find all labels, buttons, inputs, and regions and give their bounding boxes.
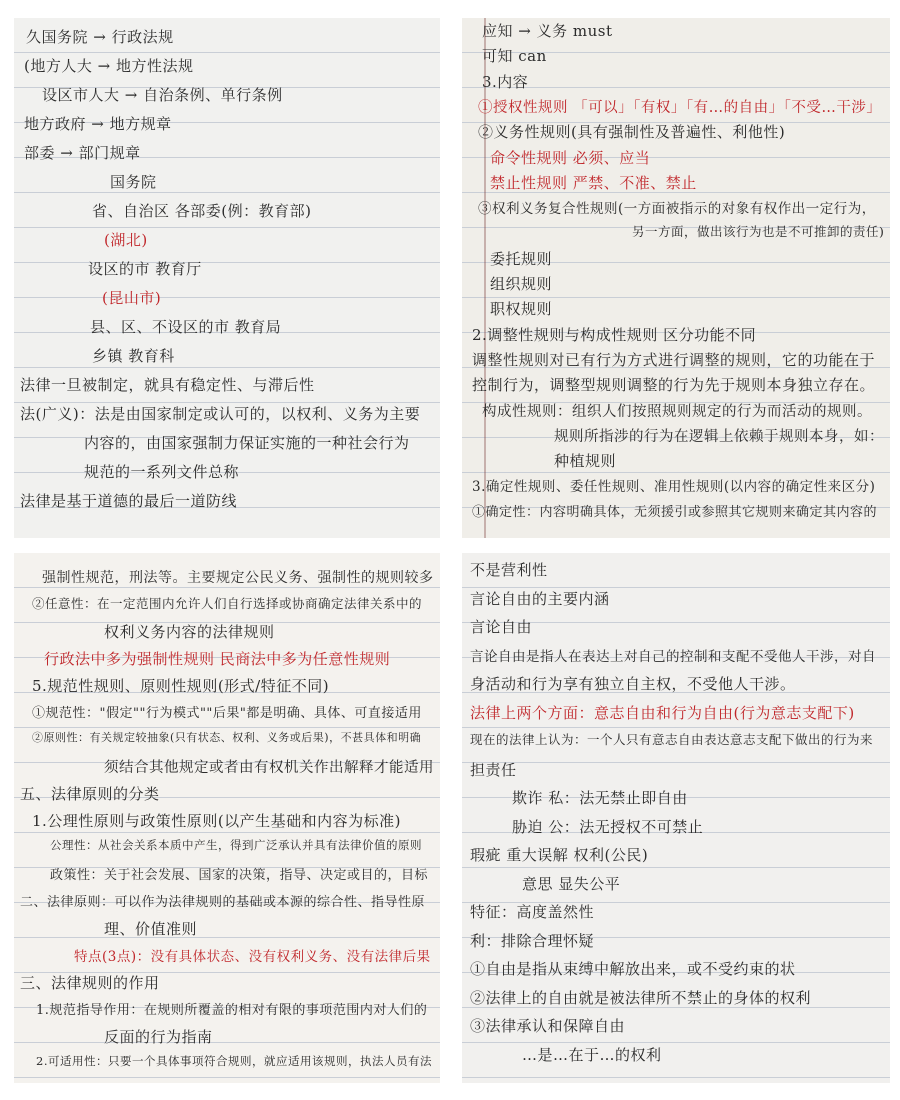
handwritten-line: 3.确定性规则、委任性规则、准用性规则(以内容的确定性来区分) xyxy=(472,479,876,496)
handwritten-line: 现在的法律上认为：一个人只有意志自由表达意志支配下做出的行为来 xyxy=(470,732,874,747)
handwritten-line: 法律一旦被制定，就具有稳定性、与滞后性 xyxy=(20,376,315,394)
handwritten-line: ①确定性：内容明确具体，无须援引或参照其它规则来确定其内容的 xyxy=(472,504,878,520)
notebook-page-bottom-left xyxy=(14,553,440,1083)
handwritten-line: 国务院 xyxy=(110,173,157,191)
handwritten-line: 规则所指涉的行为在逻辑上依赖于规则本身，如： xyxy=(554,428,884,445)
handwritten-line: 言论自由是指人在表达上对自己的控制和支配不受他人干涉，对自 xyxy=(470,648,876,665)
handwritten-line: 乡镇 教育科 xyxy=(92,347,175,365)
handwritten-line: 1.公理性原则与政策性原则(以产生基础和内容为标准) xyxy=(32,812,402,830)
handwritten-line: 2.调整性规则与构成性规则 区分功能不同 xyxy=(472,325,757,344)
handwritten-line: 公理性：从社会关系本质中产生，得到广泛承认并具有法律价值的原则 xyxy=(50,838,422,852)
handwritten-line: 意思 显失公平 xyxy=(522,874,621,893)
handwritten-line: 法(广义)：法是由国家制定或认可的，以权利、义务为主要 xyxy=(20,405,421,423)
handwritten-line: 另一方面，做出该行为也是不可推卸的责任) xyxy=(632,224,885,240)
handwritten-line: 言论自由的主要内涵 xyxy=(470,589,610,608)
handwritten-line: ②原则性：有关规定较抽象(只有状态、权利、义务或后果)，不甚具体和明确 xyxy=(32,731,422,744)
handwritten-line: 瑕疵 重大误解 权利(公民) xyxy=(470,846,649,864)
notebook-page-top-right xyxy=(462,18,890,538)
handwritten-line: ①规范性："假定""行为模式""后果"都是明确、具体、可直接适用 xyxy=(32,706,422,721)
handwritten-line: 特征：高度盖然性 xyxy=(470,903,595,921)
handwritten-line: 规范的一系列文件总称 xyxy=(84,463,240,481)
handwritten-line: 委托规则 xyxy=(490,249,553,268)
handwritten-line: 5.规范性规则、原则性规则(形式/特征不同) xyxy=(32,677,330,695)
handwritten-line: 应知 → 义务 must xyxy=(482,22,613,40)
handwritten-line: 须结合其他规定或者由有权机关作出解释才能适用 xyxy=(104,760,434,776)
handwritten-line: 地方政府 → 地方规章 xyxy=(24,115,172,133)
handwritten-line: (昆山市) xyxy=(102,289,162,307)
handwritten-line: 构成性规则：组织人们按照规则规定的行为而活动的规则。 xyxy=(482,403,872,420)
handwritten-line: ①自由是指从束缚中解放出来，或不受约束的状 xyxy=(470,960,796,978)
handwritten-line: 禁止性规则 严禁、不准、禁止 xyxy=(490,173,697,192)
handwritten-line: 2.可适用性：只要一个具体事项符合规则，就应适用该规则，执法人员有法 xyxy=(36,1054,432,1068)
handwritten-line: 欺诈 私：法无禁止即自由 xyxy=(512,789,688,807)
handwritten-line: 特点(3点)：没有具体状态、没有权利义务、没有法律后果 xyxy=(74,949,431,965)
handwritten-line: ②任意性：在一定范围内允许人们自行选择或协商确定法律关系中的 xyxy=(32,596,423,611)
handwritten-line: 权利义务内容的法律规则 xyxy=(104,623,275,641)
notebook-page-top-left xyxy=(14,18,440,538)
handwritten-line: 县、区、不设区的市 教育局 xyxy=(90,318,282,336)
handwritten-line: ③法律承认和保障自由 xyxy=(470,1017,626,1035)
handwritten-line: 理、价值准则 xyxy=(104,920,198,938)
handwritten-line: ②法律上的自由就是被法律所不禁止的身体的权利 xyxy=(470,988,812,1007)
handwritten-line: 可知 can xyxy=(482,47,547,66)
handwritten-line: 省、自治区 各部委(例：教育部) xyxy=(92,202,312,220)
handwritten-line: 三、法律规则的作用 xyxy=(20,974,160,992)
handwritten-line: 部委 → 部门规章 xyxy=(24,144,141,162)
handwritten-line: 政策性：关于社会发展、国家的决策，指导、决定或目的，目标 xyxy=(50,868,429,883)
handwritten-line: 1.规范指导作用：在规则所覆盖的相对有限的事项范围内对人们的 xyxy=(36,1003,428,1018)
handwritten-line: 内容的，由国家强制力保证实施的一种社会行为 xyxy=(84,434,410,452)
handwritten-line: 不是营利性 xyxy=(470,561,548,579)
handwritten-line: 五、法律原则的分类 xyxy=(20,785,160,803)
handwritten-line: 行政法中多为强制性规则 民商法中多为任意性规则 xyxy=(44,650,391,668)
handwritten-line: ③权利义务复合性规则(一方面被指示的对象有权作出一定行为， xyxy=(478,201,876,218)
handwritten-line: 担责任 xyxy=(470,760,517,779)
handwritten-line: 组织规则 xyxy=(490,275,553,293)
handwritten-line: ②义务性规则(具有强制性及普遍性、利他性) xyxy=(478,123,786,142)
handwritten-line: 胁迫 公：法无授权不可禁止 xyxy=(512,817,704,836)
handwritten-line: …是…在于…的权利 xyxy=(522,1045,662,1064)
handwritten-line: 法律上两个方面：意志自由和行为自由(行为意志支配下) xyxy=(470,703,855,722)
handwritten-line: (地方人大 → 地方性法规 xyxy=(24,57,194,75)
handwritten-line: 强制性规范，刑法等。主要规定公民义务、强制性的规则较多 xyxy=(42,570,434,586)
notebook-page-bottom-right xyxy=(462,553,890,1083)
handwritten-line: ①授权性规则 「可以」「有权」「有…的自由」「不受…干涉」 xyxy=(478,99,882,116)
handwritten-line: 职权规则 xyxy=(490,300,553,319)
handwritten-line: 反面的行为指南 xyxy=(104,1028,213,1046)
handwritten-line: 法律是基于道德的最后一道防线 xyxy=(20,492,238,510)
handwritten-line: 言论自由 xyxy=(470,618,533,636)
handwritten-line: 种植规则 xyxy=(554,452,617,471)
handwritten-line: 二、法律原则：可以作为法律规则的基础或本源的综合性、指导性原 xyxy=(20,895,426,910)
handwritten-line: 控制行为，调整型规则调整的行为先于规则本身独立存在。 xyxy=(472,376,876,395)
handwritten-line: 命令性规则 必须、应当 xyxy=(490,148,651,167)
handwritten-line: 身活动和行为享有独立自主权，不受他人干涉。 xyxy=(470,675,796,693)
handwritten-line: 久国务院 → 行政法规 xyxy=(26,28,174,46)
handwritten-line: 3.内容 xyxy=(482,72,529,91)
handwritten-line: 设区市人大 → 自治条例、单行条例 xyxy=(42,86,283,104)
handwritten-line: 利：排除合理怀疑 xyxy=(470,931,595,950)
handwritten-line: 设区的市 教育厅 xyxy=(88,260,202,278)
handwritten-line: 调整性规则对已有行为方式进行调整的规则，它的功能在于 xyxy=(472,350,876,369)
handwritten-line: (湖北) xyxy=(104,231,148,249)
